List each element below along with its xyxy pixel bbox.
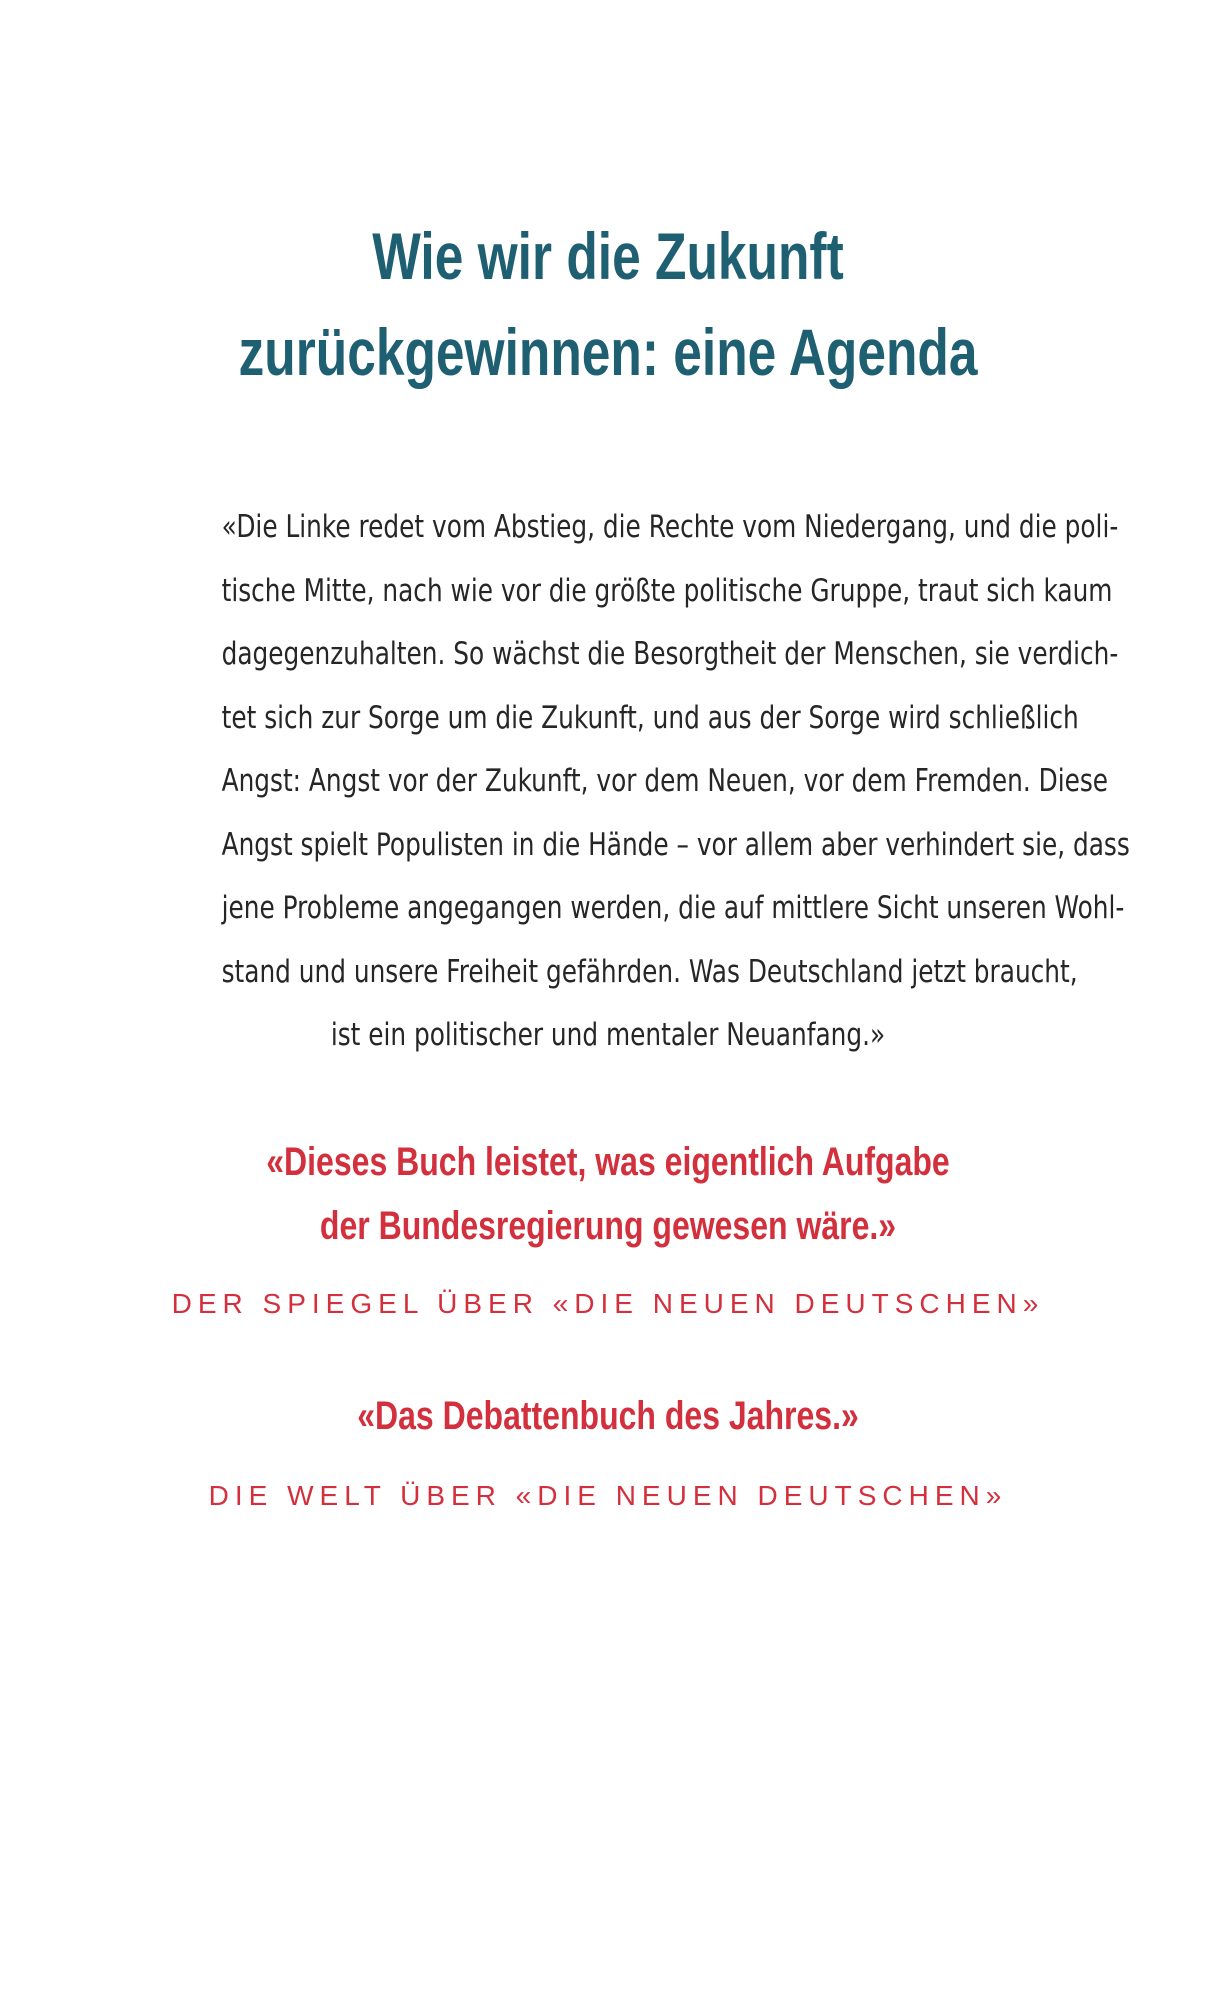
page-title [134, 208, 1082, 400]
blurb-line: tet sich zur Sorge um die Zukunft, und aus der Sorge wird schließlich [221, 699, 1079, 736]
press-quote-line: der Bundesregierung gewesen wäre.» [319, 1204, 897, 1248]
press-quote-source-spiegel: DER SPIEGEL ÜBER «DIE NEUEN DEUTSCHEN» [171, 1288, 1045, 1319]
blurb-line: dagegenzuhalten. So wächst die Besorgtheit der Menschen, sie verdich- [221, 636, 1119, 672]
press-quote-line: «Das Debattenbuch des Jahres.» [357, 1394, 859, 1438]
blurb-text [125, 496, 1130, 1068]
blurb-line: tische Mitte, nach wie vor die größte politische Gruppe, traut sich kaum [221, 572, 1113, 609]
blurb-line: Angst: Angst vor der Zukunft, vor dem Neuen, vor dem Fremden. Diese [221, 763, 1109, 799]
blurb-line: ist ein politischer und mentaler Neuanfang.» [330, 1017, 886, 1053]
press-quote-spiegel [0, 1130, 1216, 1258]
press-quote-welt [0, 1384, 1216, 1448]
press-quote-line: «Dieses Buch leistet, was eigentlich Aufgabe [266, 1140, 950, 1184]
blurb-line: Angst spielt Populisten in die Hände – vor allem aber verhindert sie, dass [221, 826, 1130, 863]
press-quote-source-welt: DIE WELT ÜBER «DIE NEUEN DEUTSCHEN» [208, 1480, 1008, 1511]
title-line-2: zurückgewinnen: eine Agenda [238, 315, 978, 389]
blurb-line: «Die Linke redet vom Abstieg, die Rechte vom Niedergang, und die poli- [221, 509, 1119, 545]
blurb-line: stand und unsere Freiheit gefährden. Was Deutschland jetzt braucht, [221, 953, 1078, 990]
blurb-line: jene Probleme angegangen werden, die auf mittlere Sicht unseren Wohl- [221, 890, 1125, 926]
title-line-1: Wie wir die Zukunft [372, 219, 844, 293]
